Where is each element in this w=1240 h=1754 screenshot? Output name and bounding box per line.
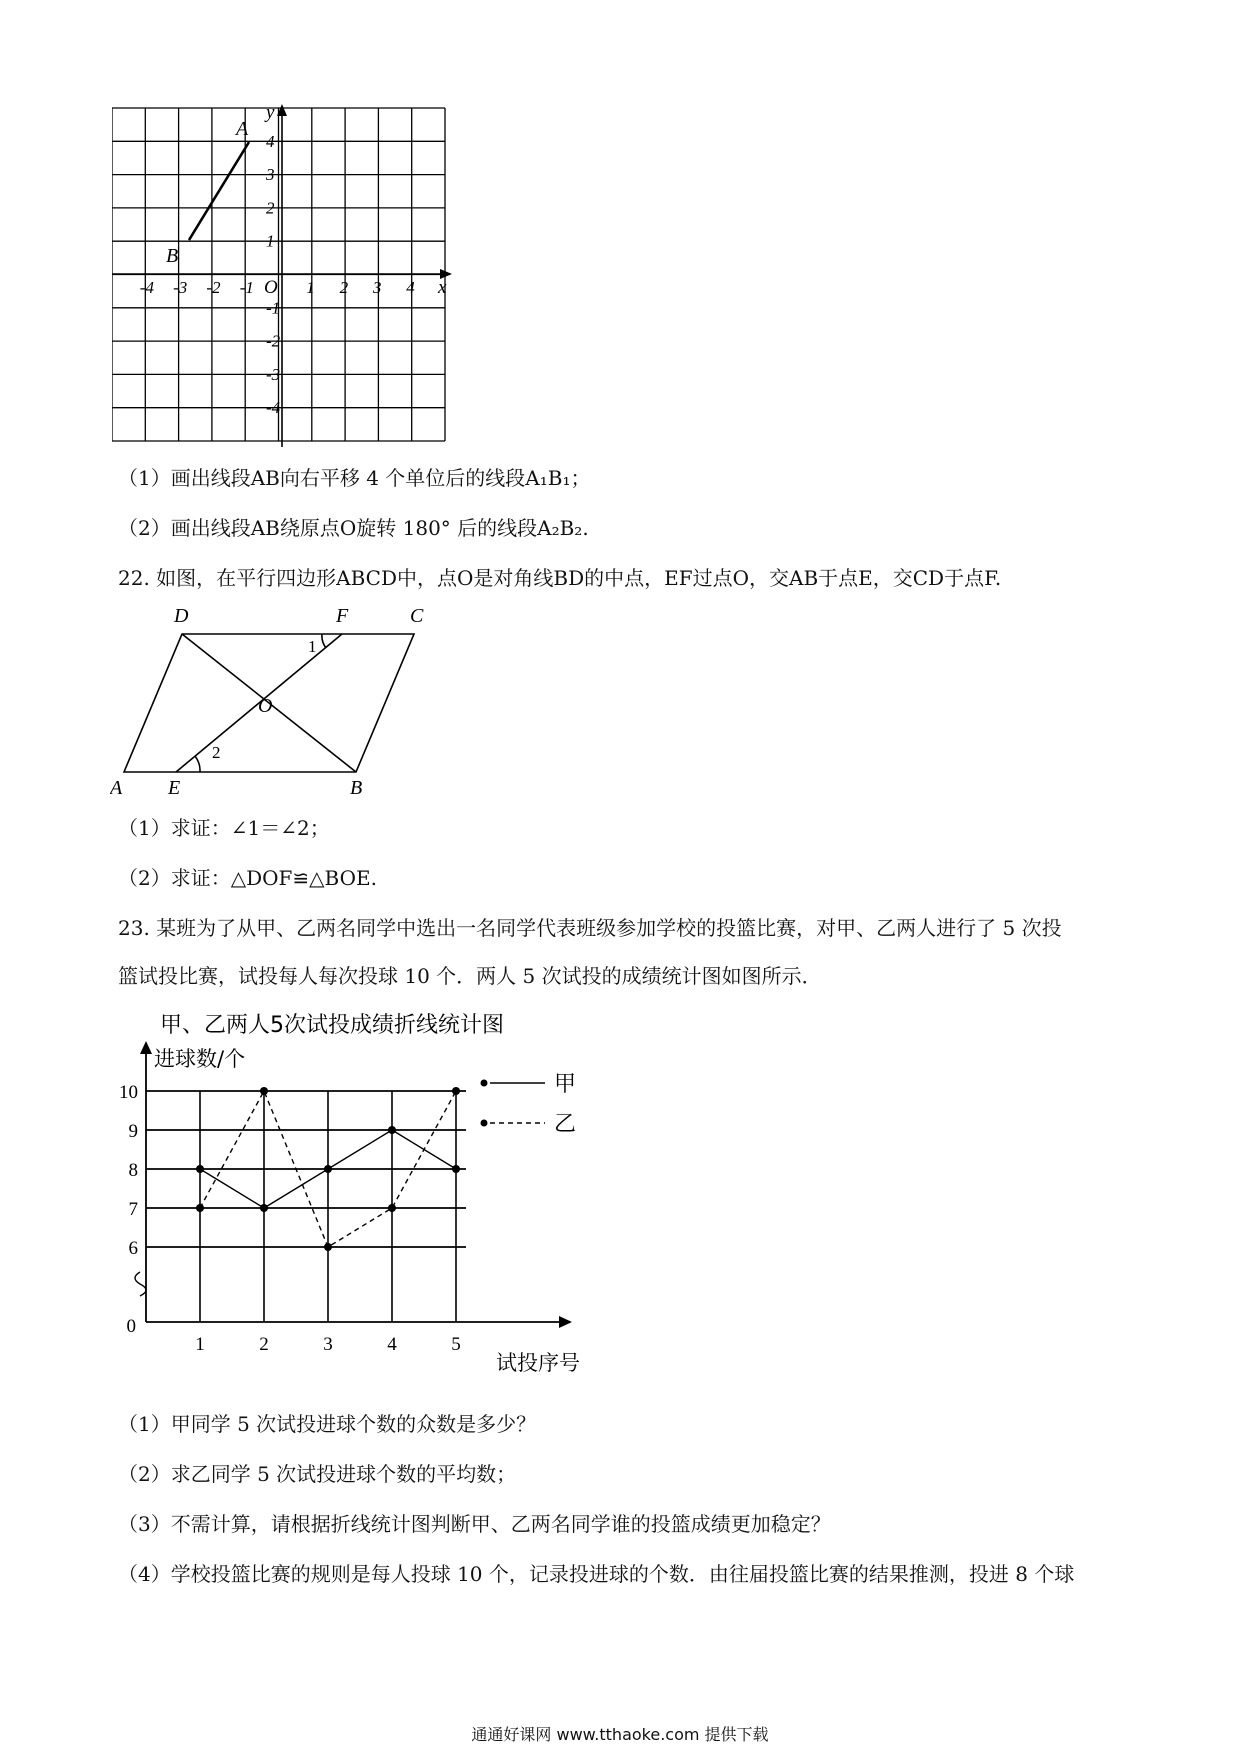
chart-y-zero-label: 0 <box>126 1316 136 1337</box>
angle-2-label: 2 <box>212 743 221 762</box>
y-tick-label: 3 <box>266 165 275 185</box>
legend-label-0: 甲 <box>554 1072 577 1097</box>
x-tick-label: -2 <box>206 278 221 297</box>
chart-axis-break <box>135 1272 146 1296</box>
chart-x-tick-label: 4 <box>387 1334 397 1355</box>
y-tick-label: -2 <box>266 331 281 351</box>
chart-y-tick-label: 9 <box>128 1121 138 1142</box>
x-tick-label: 2 <box>339 278 349 297</box>
series-0-point <box>196 1165 204 1173</box>
angle-1-label: 1 <box>308 637 317 656</box>
q23-stem-line2: 篮试投比赛，试投每人每次投球 10 个．两人 5 次试投的成绩统计图如图所示． <box>118 964 822 988</box>
point-d-label: D <box>174 605 189 627</box>
chart-legend <box>481 1072 577 1137</box>
chart-y-axis-arrow <box>140 1041 152 1054</box>
x-tick-label: 4 <box>406 278 415 297</box>
y-tick-label: -3 <box>266 364 281 384</box>
series-1-point <box>196 1204 204 1212</box>
chart-grid <box>146 1091 466 1322</box>
q22-part2: （2）求证：△DOF≌△BOE. <box>118 866 377 890</box>
chart-y-tick-label: 7 <box>128 1199 138 1220</box>
x-tick-label: 1 <box>306 278 315 297</box>
chart-y-axis-label: 进球数/个 <box>154 1047 246 1071</box>
chart-x-tick-labels <box>195 1334 461 1355</box>
y-tick-label: 1 <box>266 231 275 251</box>
angle-2-arc <box>195 756 200 772</box>
q23-part4: （4）学校投篮比赛的规则是每人投球 10 个，记录投进球的个数．由往届投篮比赛的结果推测，投进 8 个球 <box>118 1562 1075 1586</box>
x-tick-label: 3 <box>372 278 382 297</box>
legend-marker-1 <box>481 1120 488 1127</box>
chart-x-tick-label: 2 <box>259 1334 269 1355</box>
chart-y-tick-labels <box>119 1082 138 1337</box>
point-f-label: F <box>336 605 349 627</box>
origin-label: O <box>264 277 278 298</box>
chart-x-axis-arrow <box>559 1316 572 1328</box>
q21-part2: （2）画出线段AB绕原点O旋转 180° 后的线段A₂B₂. <box>118 516 589 540</box>
y-tick-label: 4 <box>266 131 275 151</box>
parallelogram-figure <box>110 600 440 795</box>
y-tick-label: -4 <box>266 398 281 418</box>
series-0-point <box>452 1165 460 1173</box>
point-a-label: A <box>236 118 249 140</box>
q23-part1: （1）甲同学 5 次试投进球个数的众数是多少？ <box>118 1412 537 1436</box>
y-tick-label: 2 <box>266 198 275 218</box>
series-0-point <box>260 1204 268 1212</box>
legend-marker-0 <box>481 1080 488 1087</box>
x-axis-label: x <box>438 277 447 298</box>
chart-x-tick-label: 5 <box>451 1334 461 1355</box>
series-1-point <box>260 1087 268 1095</box>
chart-y-tick-label: 8 <box>128 1160 138 1181</box>
series-0-point <box>324 1165 332 1173</box>
chart-y-tick-label: 10 <box>119 1082 138 1103</box>
series-0-point <box>388 1126 396 1134</box>
angle-1-arc <box>322 634 326 648</box>
q23-part3: （3）不需计算，请根据折线统计图判断甲、乙两名同学谁的投篮成绩更加稳定？ <box>118 1512 831 1536</box>
point-e-label: E <box>168 777 181 795</box>
chart-x-axis-label: 试投序号 <box>496 1351 580 1375</box>
chart-x-tick-label: 3 <box>323 1334 333 1355</box>
series-1-point <box>388 1204 396 1212</box>
q23-stem-line1: 23. 某班为了从甲、乙两名同学中选出一名同学代表班级参加学校的投篮比赛，对甲、乙两人进行了 5 次投 <box>118 916 1062 940</box>
x-tick-label: -1 <box>239 278 254 297</box>
page-footer: 通通好课网 www.tthaoke.com 提供下载 <box>471 1725 769 1744</box>
x-tick-label: -4 <box>139 278 154 297</box>
chart-title: 甲、乙两人5次试投成绩折线统计图 <box>160 1013 504 1038</box>
point-c-label: C <box>410 605 424 627</box>
y-tick-label: -1 <box>266 298 281 318</box>
point-a-label: A <box>110 777 123 795</box>
series-1-point <box>324 1243 332 1251</box>
segment-ab <box>189 142 249 240</box>
point-b-label: B <box>350 777 363 795</box>
x-tick-label: -3 <box>173 278 188 297</box>
q23-part2: （2）求乙同学 5 次试投进球个数的平均数； <box>118 1462 517 1486</box>
q22-stem: 22. 如图，在平行四边形ABCD中，点O是对角线BD的中点，EF过点O，交AB于点E，交CD于点F. <box>118 566 1002 590</box>
chart-y-tick-label: 6 <box>128 1238 138 1259</box>
chart-x-tick-label: 1 <box>195 1334 205 1355</box>
q22-part1: （1）求证：∠1＝∠2； <box>118 816 330 840</box>
line-chart <box>110 1000 610 1378</box>
series-1-point <box>452 1087 460 1095</box>
y-axis-label: y <box>266 102 275 123</box>
point-b-label: B <box>166 245 179 267</box>
legend-label-1: 乙 <box>554 1112 577 1137</box>
coordinate-grid-figure <box>112 102 462 447</box>
q21-part1: （1）画出线段AB向右平移 4 个单位后的线段A₁B₁； <box>118 466 591 490</box>
point-o-label: O <box>258 695 273 717</box>
